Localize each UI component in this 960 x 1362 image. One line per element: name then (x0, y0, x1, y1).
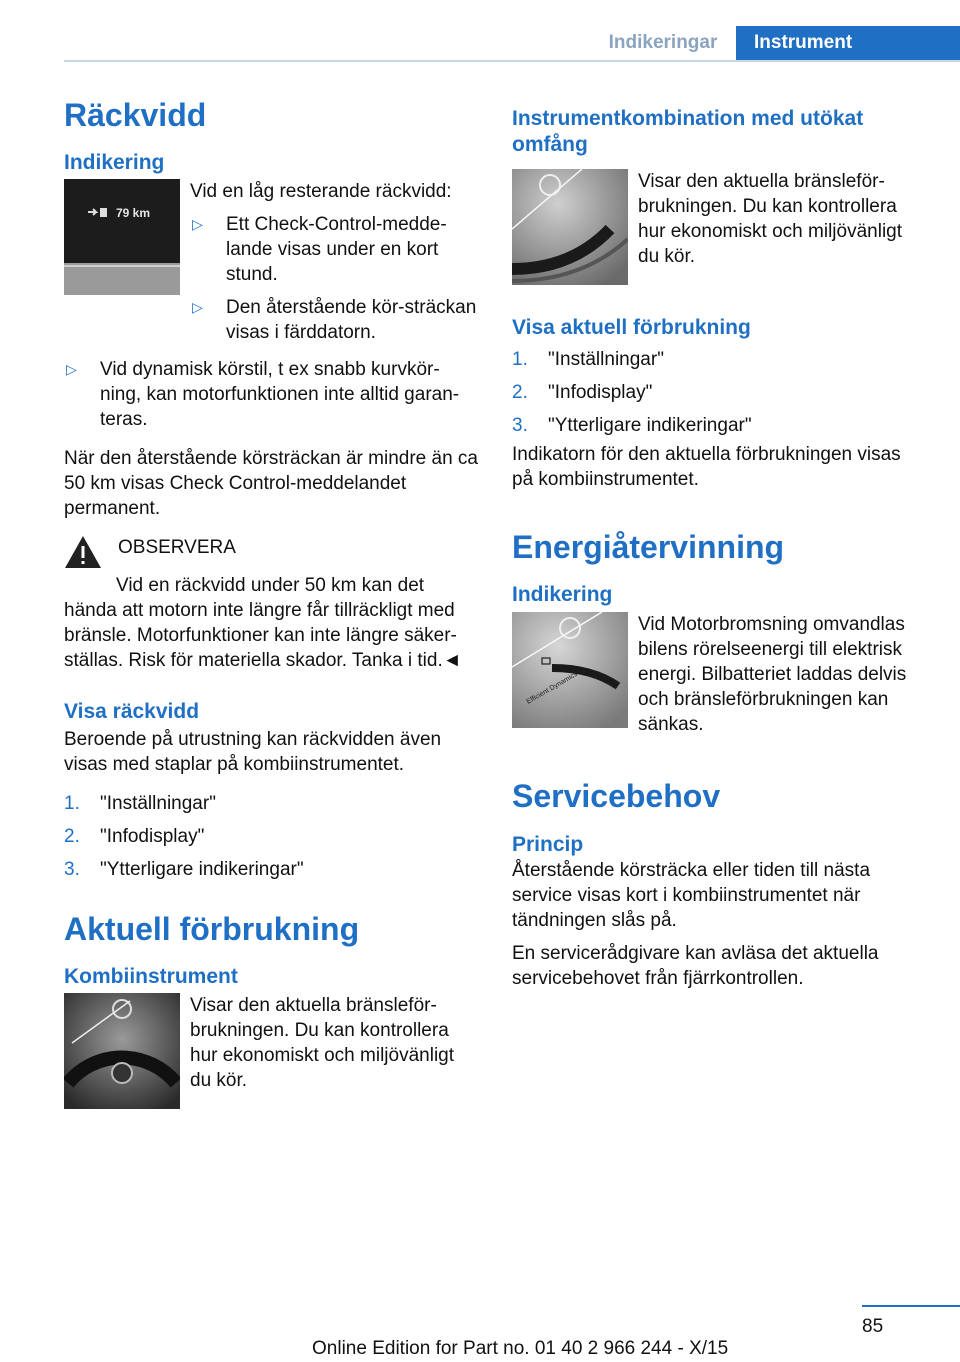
warning-block (64, 535, 478, 569)
display-reading: 79 km (116, 205, 151, 220)
list-item: 1. "Inställningar" (64, 792, 216, 814)
warning-title: OBSERVERA (118, 536, 236, 558)
check-control-paragraph: När den återstående körsträckan är mindre än ca 50 km visas Check Control-meddelandet permanent. (64, 447, 478, 519)
heading-principle: Princip (512, 832, 584, 856)
edition-footer: Online Edition for Part no. 01 40 2 966 244 - X/15 (312, 1338, 729, 1359)
header-chapter-tab: Instrument (736, 26, 960, 62)
heading-show-consumption: Visa aktuell förbrukning (512, 315, 751, 339)
range-display-image (64, 179, 180, 295)
heading-recovery: Energiåtervinning (512, 528, 785, 565)
recovery-gauge-image (512, 612, 628, 728)
outer-bullet-list (64, 357, 478, 432)
list-item: ▷ Vid dynamisk körstil, t ex snabb kurvkör-ning, kan motorfunktionen inte alltid garan-teras. (66, 358, 460, 430)
show-consumption-steps (512, 347, 926, 438)
principle-paragraph: Återstående körsträcka eller tiden till nästa service visas kort i kombiinstrumentet när tändningen slås på. (512, 860, 871, 932)
list-item: ▷ Den återstående kör-sträckan visas i färddatorn. (192, 296, 477, 343)
efficient-dynamics-label: Efficient Dynamics (525, 671, 579, 707)
advisor-paragraph: En servicerådgivare kan avläsa det aktuella servicebehovet från fjärrkontrollen. (512, 943, 879, 990)
list-item: 2. "Infodisplay" (64, 825, 205, 847)
heading-consumption: Aktuell förbrukning (64, 910, 360, 947)
page-number: 85 (862, 1316, 884, 1337)
left-column (64, 96, 478, 1109)
cluster-paragraph: Visar den aktuella bränsleför-brukningen. Du kan kontrollera hur ekonomiskt och miljövänligt du kör. (190, 994, 455, 1091)
footer-rule (862, 1305, 960, 1307)
right-column (512, 96, 926, 991)
indicator-paragraph: Indikatorn för den aktuella förbrukningen visas på kombiinstrumentet. (512, 443, 901, 490)
consumption-gauge-image (64, 993, 180, 1109)
list-item: ▷ Ett Check-Control-medde-lande visas under en kort stund. (192, 213, 447, 285)
warning-icon (64, 535, 102, 569)
extended-gauge-image (512, 169, 628, 285)
range-intro: Vid en låg resterande räckvidd: (190, 180, 452, 202)
extended-paragraph: Visar den aktuella bränsleför-brukningen. Du kan kontrollera hur ekonomiskt och miljövänligt du kör. (638, 170, 903, 267)
show-range-paragraph: Beroende på utrustning kan räckvidden även visas med staplar på kombiinstrumentet. (64, 728, 442, 775)
triangle-bullet-icon: ▷ (192, 215, 203, 232)
list-item: 3. "Ytterligare indikeringar" (64, 858, 304, 880)
list-item: 3. "Ytterligare indikeringar" (512, 414, 752, 436)
triangle-bullet-icon: ▷ (192, 298, 203, 315)
warning-text: Vid en räckvidd under 50 km kan det hända att motorn inte längre får tillräckligt med bränsle. Motorfunktioner kan inte längre säker-ställas. Risk för materiella skador. Tanka i tid.◄ (64, 574, 462, 671)
heading-show-range: Visa räckvidd (64, 699, 200, 723)
recovery-paragraph: Vid Motorbromsning omvandlas bilens rörelseenergi till elektrisk energi. Bilbatteriet laddas delvis och bränsleförbrukningen kan sänkas. (638, 614, 907, 736)
heading-extended: Instrumentkombination med utökat omfång (512, 107, 864, 157)
header-rule (64, 60, 960, 62)
triangle-bullet-icon: ▷ (66, 360, 77, 377)
heading-cluster: Kombiinstrument (64, 965, 238, 989)
fuel-pump-icon (100, 208, 107, 217)
heading-range: Räckvidd (64, 97, 207, 133)
inner-bullet-list (190, 212, 478, 345)
list-item: 2. "Infodisplay" (512, 381, 653, 403)
heading-recovery-indication: Indikering (512, 583, 613, 607)
header-section-tab: Indikeringar (608, 32, 718, 53)
list-item: 1. "Inställningar" (512, 348, 664, 370)
heading-service: Servicebehov (512, 778, 721, 815)
show-range-steps (64, 791, 478, 882)
heading-indication: Indikering (64, 151, 165, 175)
